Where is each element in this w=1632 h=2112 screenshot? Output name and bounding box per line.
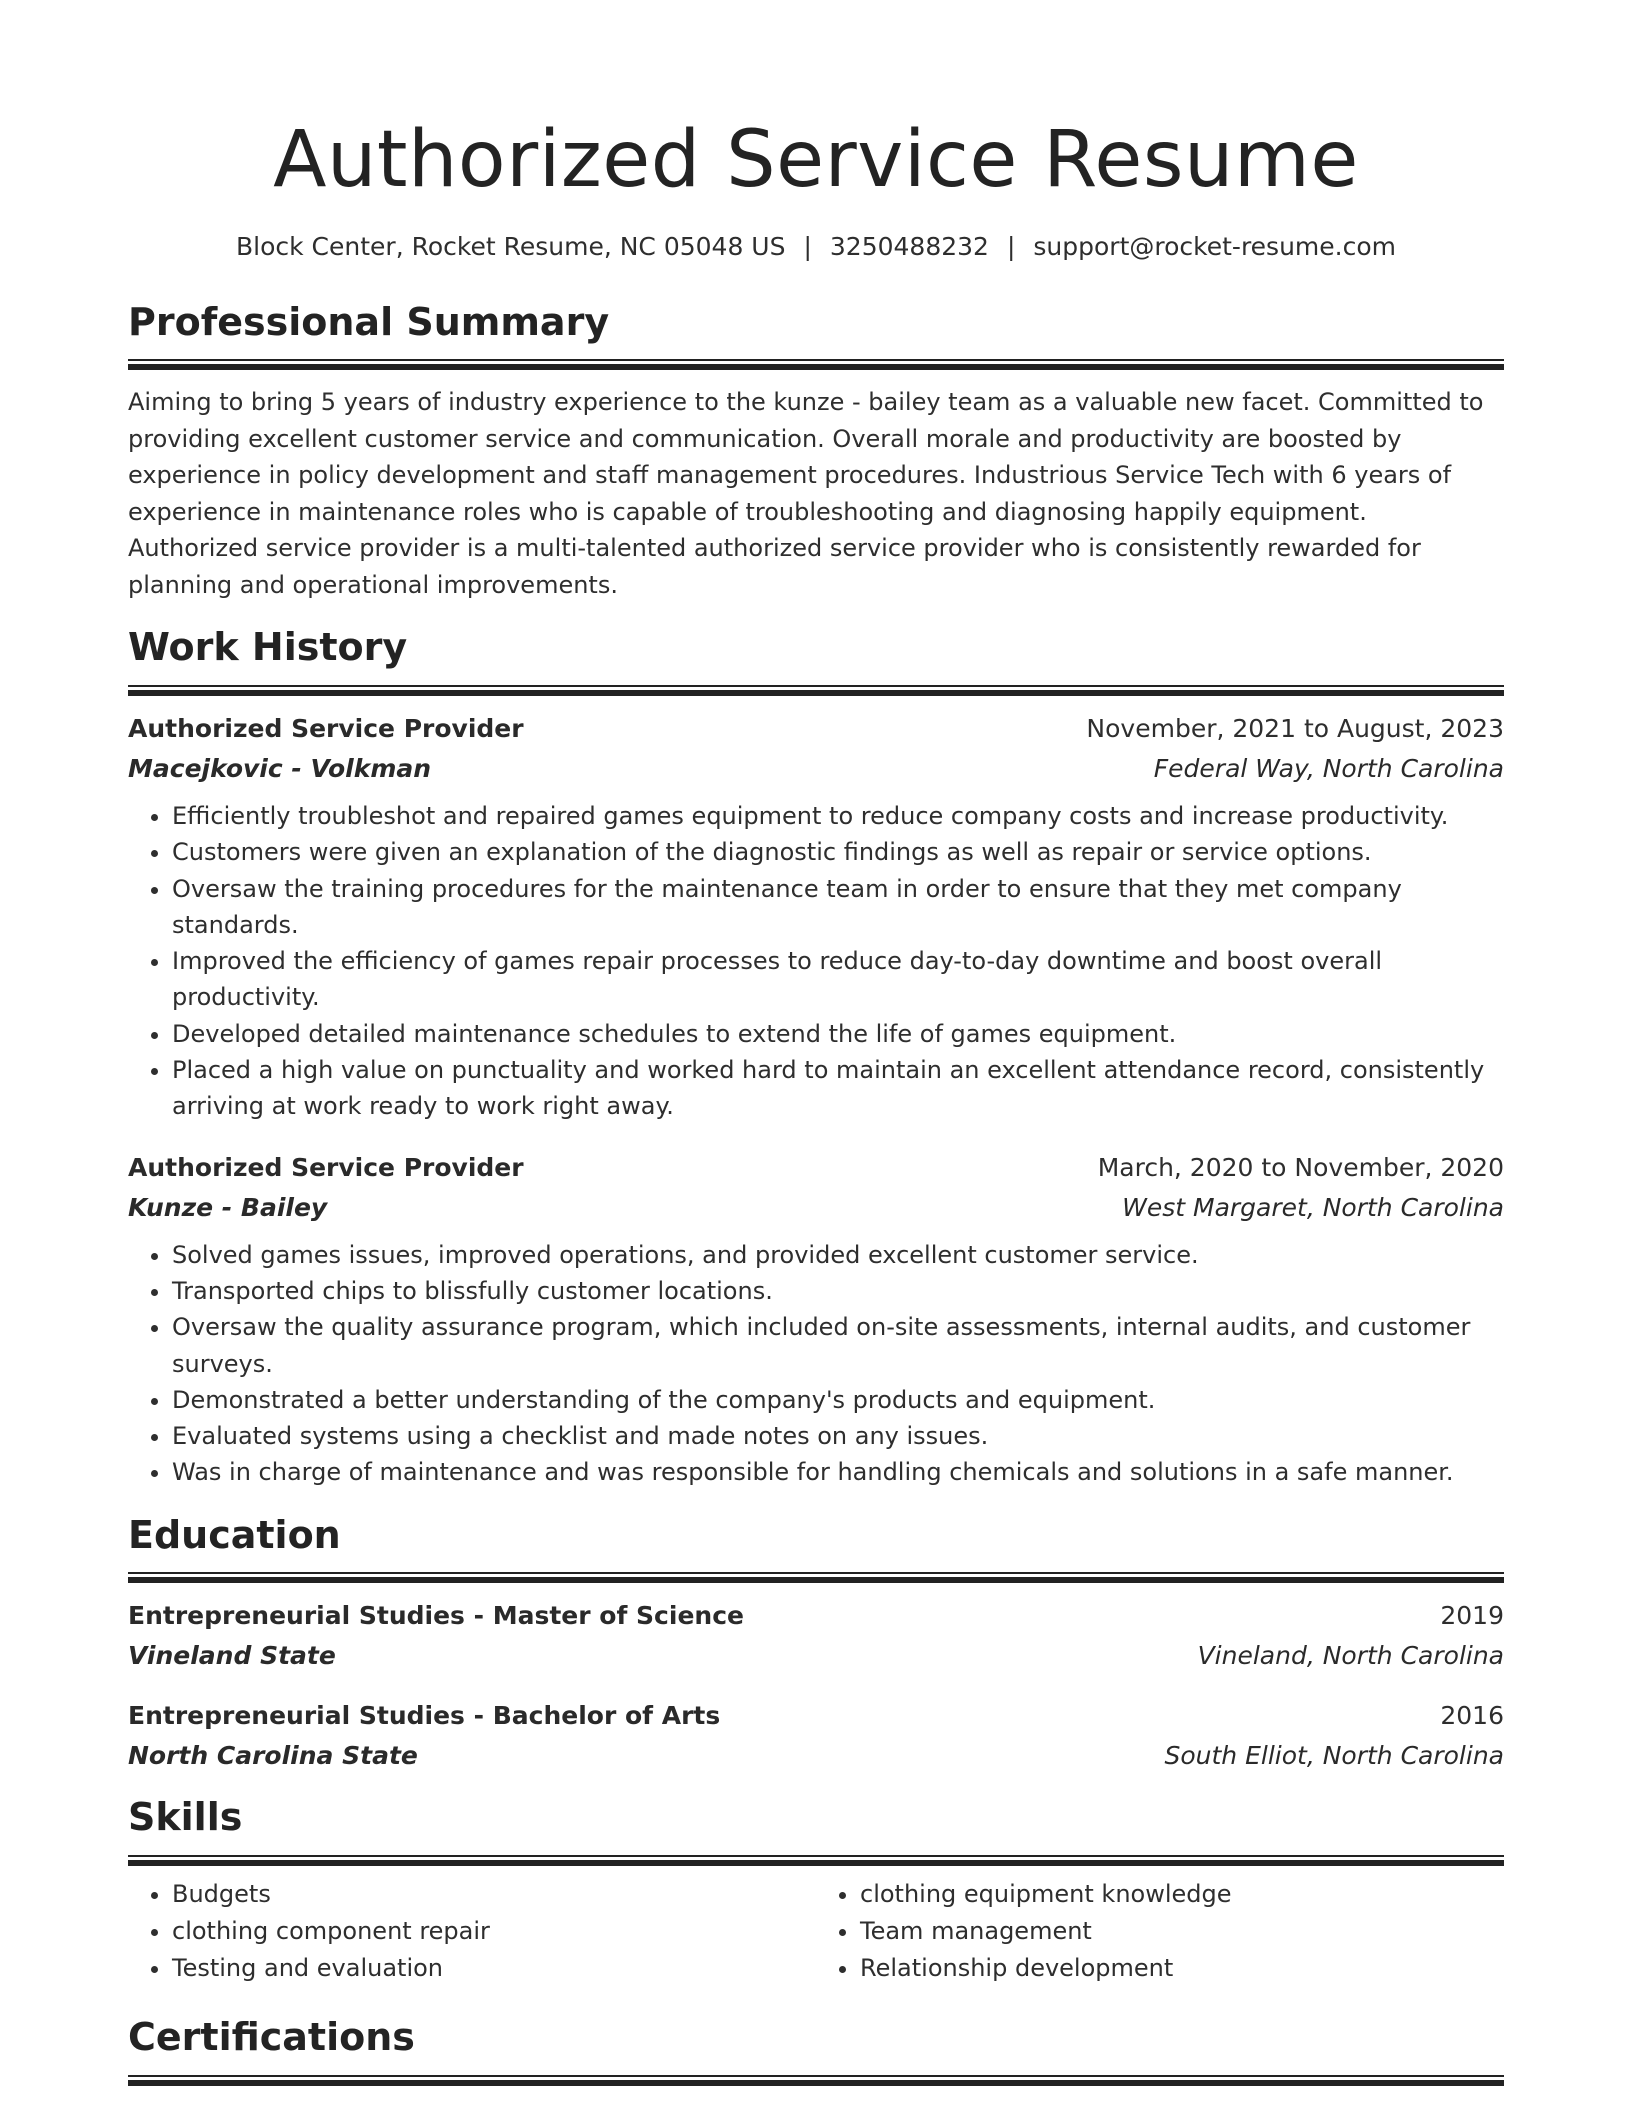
list-item: • Developed detailed maintenance schedules to extend the life of games equipment. (172, 1016, 1504, 1052)
skill-item: • Testing and evaluation (172, 1950, 816, 1987)
degree-name: Entrepreneurial Studies - Master of Science (128, 1601, 744, 1631)
list-item: • Customers were given an explanation of the diagnostic findings as well as repair or service options. (172, 834, 1504, 870)
skills-column-left (128, 1876, 816, 1987)
graduation-year: 2016 (1440, 1701, 1504, 1731)
section-divider (128, 1855, 1504, 1866)
school-location: Vineland, North Carolina (1197, 1641, 1504, 1671)
job-company: Macejkovic - Volkman (128, 753, 432, 783)
contact-phone: 3250488232 (829, 231, 989, 261)
skills-column-right (816, 1876, 1504, 1987)
section-heading: Skills (128, 1795, 243, 1840)
school-name: Vineland State (128, 1641, 336, 1671)
section-divider (128, 685, 1504, 696)
summary-text: Aiming to bring 5 years of industry experience to the kunze - bailey team as a valuable new facet. Committed to providing excellent customer service and communication. Overall morale and productivity are boosted by experience in policy development and staff management procedures. Industrious Service Tech with 6 years of experience in maintenance roles who is capable of troubleshooting and diagnosing happily equipment. Authorized service provider is a multi-talented authorized service provider who is consistently rewarded for planning and operational improvements. (128, 388, 1484, 599)
education-entry (128, 1701, 1504, 1771)
degree-name: Entrepreneurial Studies - Bachelor of Arts (128, 1701, 721, 1731)
skill-item: • Team management (860, 1913, 1504, 1950)
job-entry (128, 1153, 1504, 1491)
work-history-section (128, 625, 1504, 1490)
section-heading: Certifications (128, 2014, 415, 2059)
list-item: • Oversaw the quality assurance program, which included on-site assessments, internal audits, and customer surveys. (172, 1309, 1504, 1382)
job-company: Kunze - Bailey (128, 1192, 328, 1222)
list-item: • Demonstrated a better understanding of the company's products and equipment. (172, 1382, 1504, 1418)
list-item: • Oversaw the training procedures for the maintenance team in order to ensure that they met company standards. (172, 871, 1504, 944)
school-name: North Carolina State (128, 1741, 418, 1771)
section-heading: Work History (128, 625, 408, 670)
contact-separator: | (1006, 231, 1016, 261)
summary-section (128, 300, 1504, 604)
list-item: • Efficiently troubleshot and repaired games equipment to reduce company costs and increase productivity. (172, 798, 1504, 834)
list-item: • Transported chips to blissfully customer locations. (172, 1273, 1504, 1309)
contact-email[interactable]: support@rocket-resume.com (1033, 231, 1397, 261)
skill-item: • Budgets (172, 1876, 816, 1913)
section-heading: Education (128, 1512, 341, 1557)
resume-page (128, 0, 1504, 2086)
job-dates: November, 2021 to August, 2023 (1086, 713, 1504, 743)
skills-grid (128, 1876, 1504, 1987)
job-location: West Margaret, North Carolina (1122, 1192, 1504, 1222)
list-item: • Placed a high value on punctuality and worked hard to maintain an excellent attendance record, consistently arriving at work ready to work right away. (172, 1052, 1504, 1125)
section-divider (128, 1572, 1504, 1583)
job-entry (128, 714, 1504, 1125)
education-section (128, 1513, 1504, 1772)
job-title: Authorized Service Provider (128, 713, 524, 743)
job-dates: March, 2020 to November, 2020 (1097, 1152, 1504, 1182)
job-bullets (128, 1237, 1504, 1491)
education-entry (128, 1601, 1504, 1671)
section-divider (128, 359, 1504, 370)
contact-separator: | (803, 231, 812, 261)
section-heading: Professional Summary (128, 299, 610, 344)
section-divider (128, 2075, 1504, 2086)
certifications-section (128, 2015, 1504, 2086)
skill-item: • clothing component repair (172, 1913, 816, 1950)
contact-address: Block Center, Rocket Resume, NC 05048 US (235, 231, 786, 261)
skill-item: • Relationship development (860, 1950, 1504, 1987)
list-item: • Evaluated systems using a checklist and made notes on any issues. (172, 1418, 1504, 1454)
job-title: Authorized Service Provider (128, 1152, 524, 1182)
list-item: • Solved games issues, improved operations, and provided excellent customer service. (172, 1237, 1504, 1273)
graduation-year: 2019 (1440, 1601, 1504, 1631)
school-location: South Elliot, North Carolina (1164, 1741, 1504, 1771)
job-location: Federal Way, North Carolina (1153, 753, 1504, 783)
skills-section (128, 1795, 1504, 1987)
skill-item: • clothing equipment knowledge (860, 1876, 1504, 1913)
resume-title: Authorized Service Resume (273, 115, 1359, 205)
list-item: • Improved the efficiency of games repair processes to reduce day-to-day downtime and boost overall productivity. (172, 943, 1504, 1016)
contact-line (128, 232, 1504, 262)
job-bullets (128, 798, 1504, 1125)
list-item: • Was in charge of maintenance and was responsible for handling chemicals and solutions in a safe manner. (172, 1454, 1504, 1490)
